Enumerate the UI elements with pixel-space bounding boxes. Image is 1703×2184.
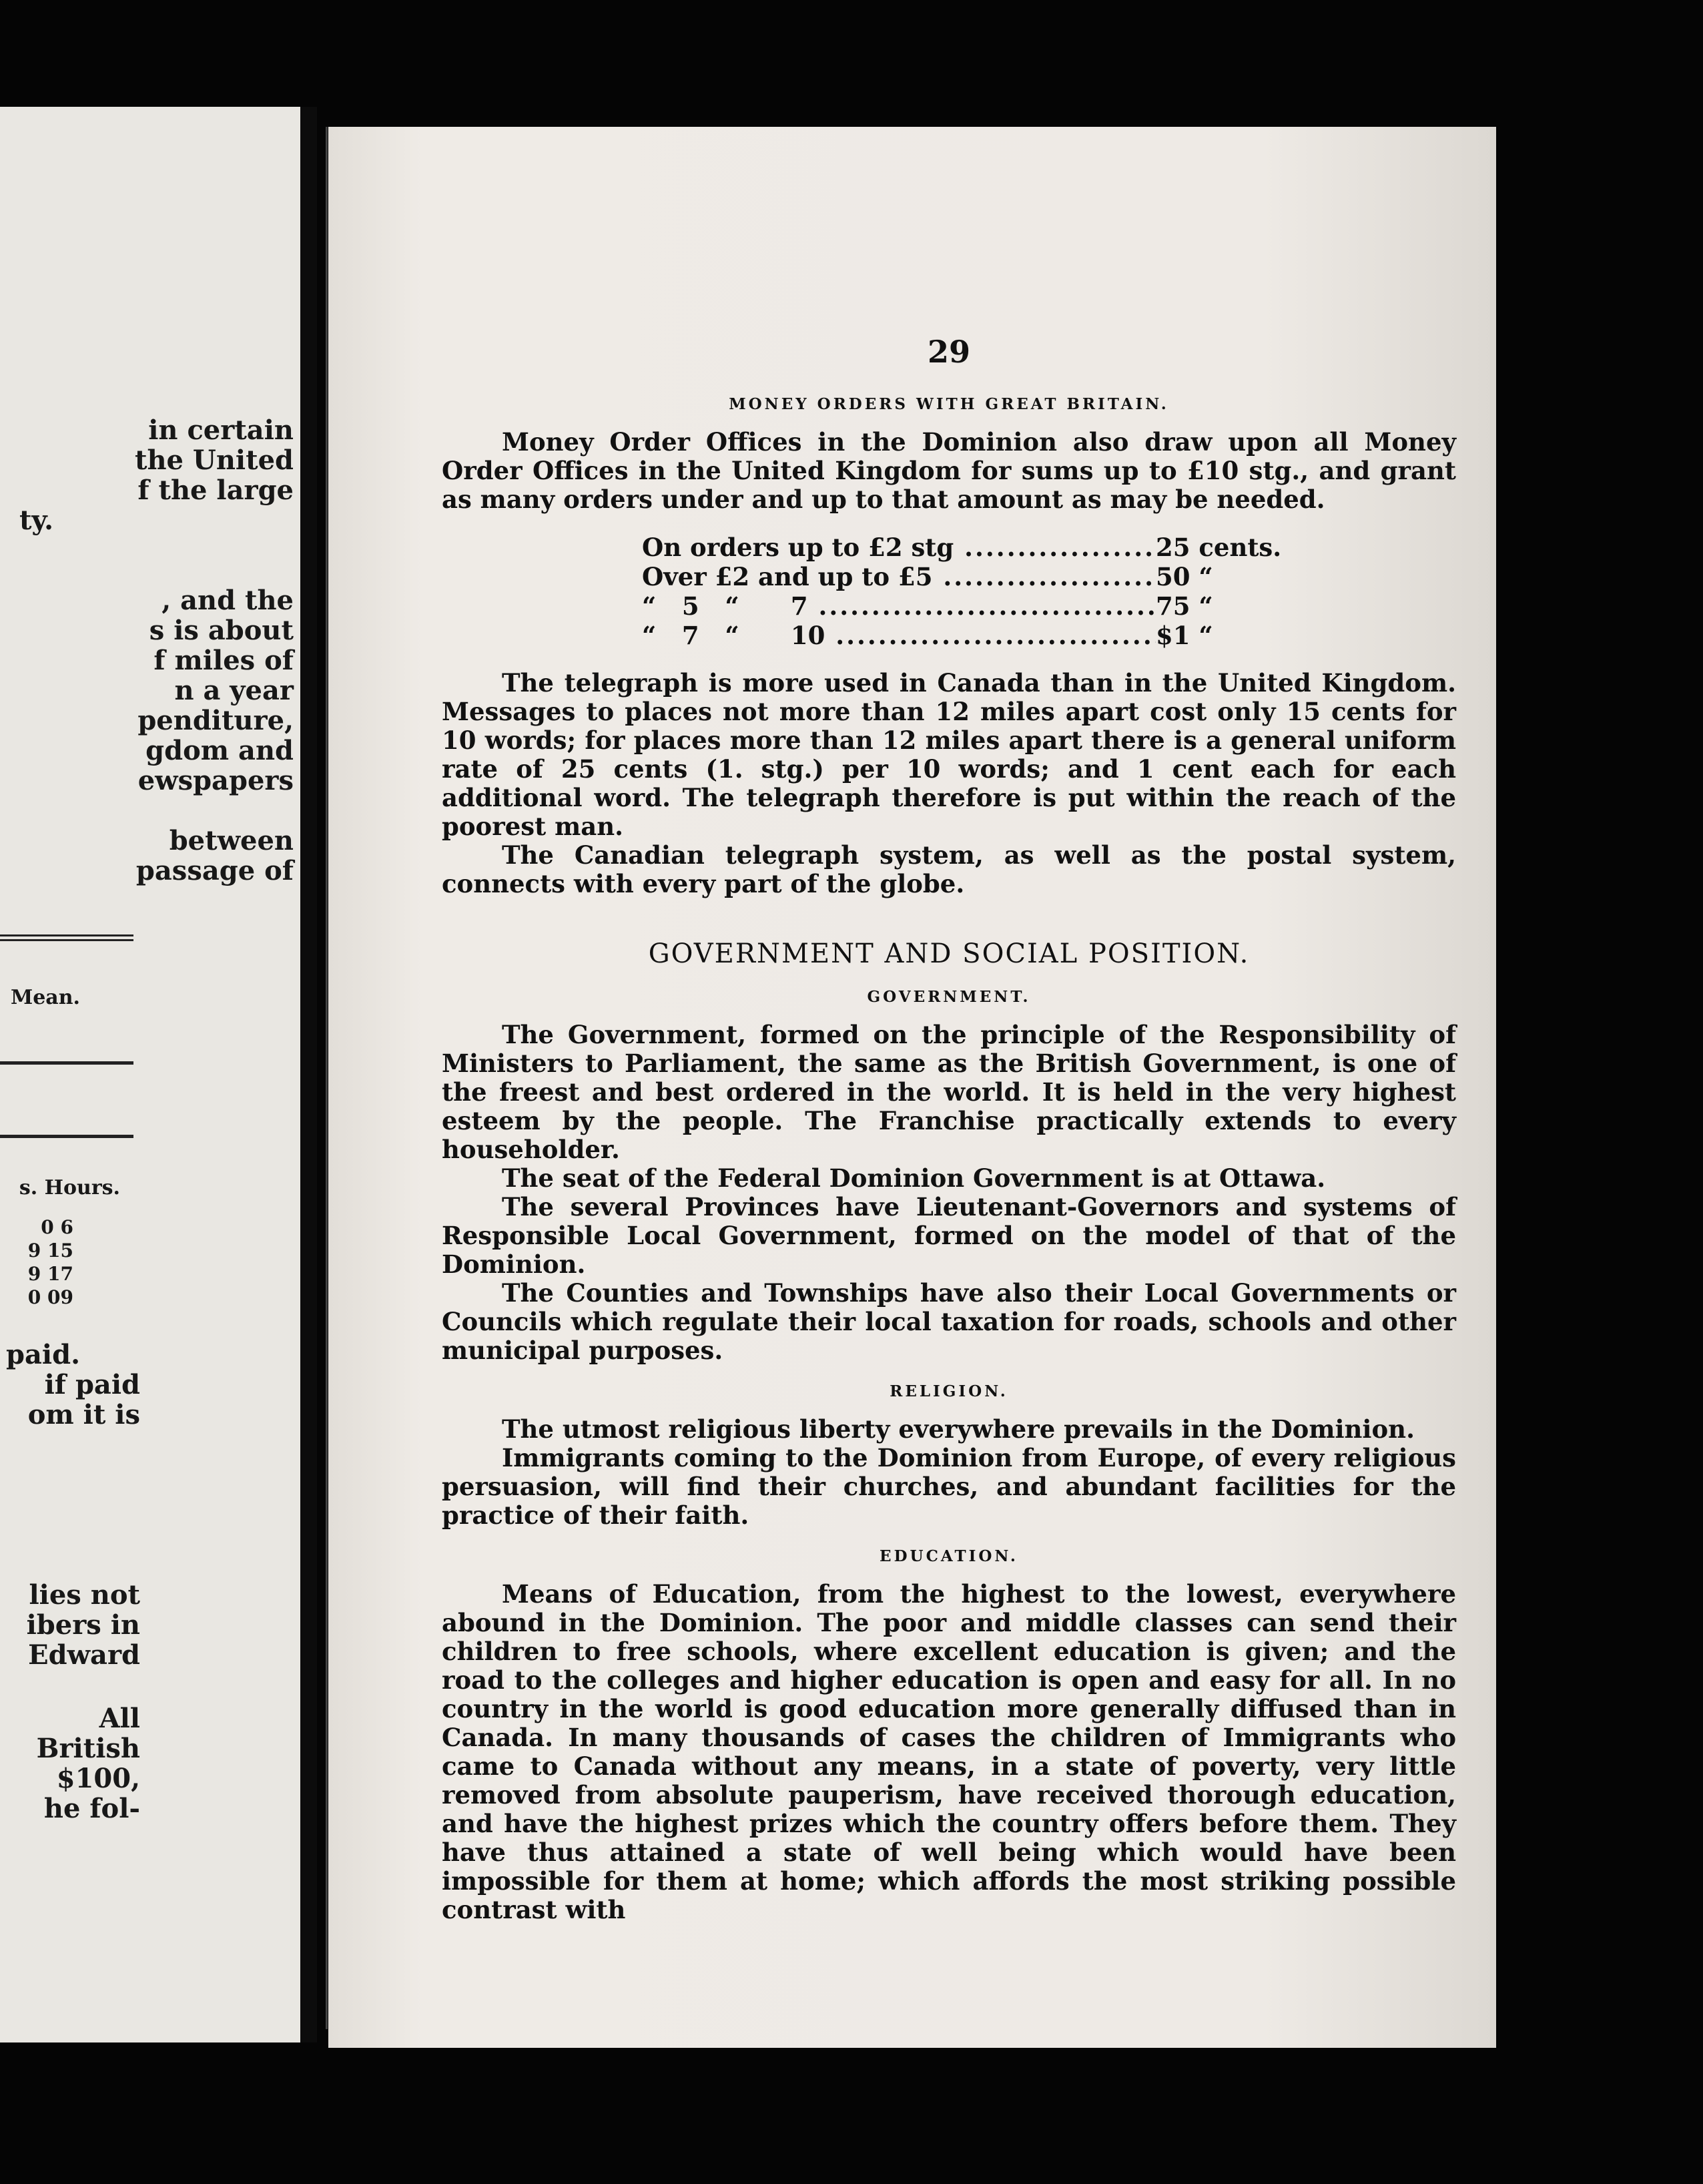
rate-row (642, 621, 1276, 650)
left-text-fragment: om it is (27, 1399, 140, 1430)
rate-value: 50 “ (1156, 562, 1213, 591)
rate-value: $1 “ (1156, 621, 1213, 650)
religion-paragraph: Immigrants coming to the Dominion from Europe, of every religious persuasion, will find their churches, and abundant facilities for the practice of their faith. (442, 1443, 1456, 1530)
left-text-fragment: 9 15 (27, 1240, 73, 1262)
left-text-fragment: ewspapers (137, 765, 294, 796)
rate-label: “ 7 “ 10 ..... (642, 621, 1156, 650)
book-gutter (300, 107, 317, 2042)
rate-row (642, 562, 1276, 591)
government-paragraph: The seat of the Federal Dominion Government is at Ottawa. (502, 1163, 1326, 1193)
education-paragraph: Means of Education, from the highest to the lowest, everywhere abound in the Dominion. The poor and middle classes can send their children to free schools, where excellent education is given; and the road to the colleges and higher education is open and easy for all. In no country in the world is good education more generally diffused than in Canada. In many thousands of cases the children of Immigrants who came to Canada without any means, in a state of poverty, very little removed from absolute pauperism, have received thorough education, and have the highest prizes which the country offers before them. They have thus attained a state of well being which would have been impossible for them at home; which affords the most striking possible contrast with (442, 1579, 1456, 1924)
left-text-fragment: All (99, 1703, 140, 1734)
religion-heading: RELIGION. (890, 1382, 1008, 1400)
left-text-fragment: Mean. (11, 986, 80, 1009)
education-heading: EDUCATION. (880, 1547, 1018, 1565)
table-rule (0, 934, 133, 941)
left-text-fragment: gdom and (145, 735, 294, 766)
left-text-fragment: paid. (6, 1339, 80, 1370)
left-text-fragment: in certain (148, 415, 294, 446)
left-text-fragment: 0 6 (41, 1216, 73, 1238)
government-paragraph: The Counties and Townships have also their Local Governments or Councils which regulate their local taxation for roads, schools and other municipal purposes. (442, 1278, 1456, 1365)
page-content (442, 334, 1456, 1924)
right-page (328, 127, 1496, 2048)
left-text-fragment: British (36, 1733, 140, 1764)
left-text-fragment: , and the (161, 585, 294, 616)
left-text-fragment: penditure, (137, 705, 294, 736)
rate-label: “ 5 “ 7 ..... (642, 591, 1156, 621)
telegraph-system-paragraph: The Canadian telegraph system, as well as the postal system, connects with every part of the globe. (442, 840, 1456, 898)
left-text-fragment: n a year (174, 675, 294, 706)
religion-paragraph: The utmost religious liberty everywhere prevails in the Dominion. (502, 1414, 1415, 1444)
government-paragraph: The Government, formed on the principle of the Responsibility of Ministers to Parliament, the same as the British Government, is one of the freest and best ordered in the world. It is held in the very highest esteem by the people. The Franchise practically extends to every householder. (442, 1020, 1456, 1164)
rate-row (642, 533, 1282, 562)
section-title: GOVERNMENT AND SOCIAL POSITION. (648, 938, 1250, 969)
left-text-fragment: passage of (135, 855, 294, 886)
left-text-fragment: f miles of (153, 645, 294, 676)
left-text-fragment: s. Hours. (19, 1176, 120, 1199)
left-text-fragment: $100, (56, 1763, 140, 1794)
page-number: 29 (927, 334, 970, 370)
rate-label: Over £2 and up to £5 ..... (642, 562, 1156, 591)
government-paragraph: The several Provinces have Lieutenant-Governors and systems of Responsible Local Government, formed on the model of that of the Dominion. (442, 1192, 1456, 1279)
left-text-fragment: f the large (137, 475, 294, 506)
rate-row (642, 591, 1276, 621)
money-order-rate-table (642, 533, 1456, 650)
left-text-fragment: s is about (149, 615, 294, 646)
page-edge-line (326, 127, 328, 2029)
left-text-fragment: he fol- (43, 1793, 140, 1824)
telegraph-paragraph: The telegraph is more used in Canada than in the United Kingdom. Messages to places not more than 12 miles apart cost only 15 cents for 10 words; for places more than 12 miles apart there is a general uniform rate of 25 cents (1. stg.) per 10 words; and 1 cent each for each additional word. The telegraph therefore is put within the reach of the poorest man. (442, 668, 1456, 841)
rate-value: 25 cents. (1156, 533, 1282, 562)
government-heading: GOVERNMENT. (867, 988, 1031, 1006)
rate-label: On orders up to £2 stg ..... (642, 533, 1156, 562)
left-text-fragment: between (169, 825, 294, 856)
left-text-fragment: Edward (28, 1639, 140, 1671)
left-text-fragment: if paid (44, 1369, 140, 1400)
left-text-fragment: 9 17 (27, 1263, 73, 1285)
left-text-fragment: ibers in (26, 1609, 140, 1641)
left-text-fragment: lies not (29, 1579, 140, 1611)
table-rule (0, 1135, 133, 1138)
rate-value: 75 “ (1156, 591, 1213, 621)
left-text-fragment: the United (135, 445, 294, 476)
left-page-fragment (0, 107, 300, 2042)
money-orders-paragraph: Money Order Offices in the Dominion also draw upon all Money Order Offices in the United Kingdom for sums up to £10 stg., and grant as many orders under and up to that amount as may be needed. (442, 427, 1456, 514)
left-text-fragment: 0 09 (27, 1286, 73, 1308)
table-rule (0, 1061, 133, 1065)
money-orders-heading: MONEY ORDERS WITH GREAT BRITAIN. (729, 395, 1169, 413)
left-text-fragment: ty. (19, 505, 53, 536)
